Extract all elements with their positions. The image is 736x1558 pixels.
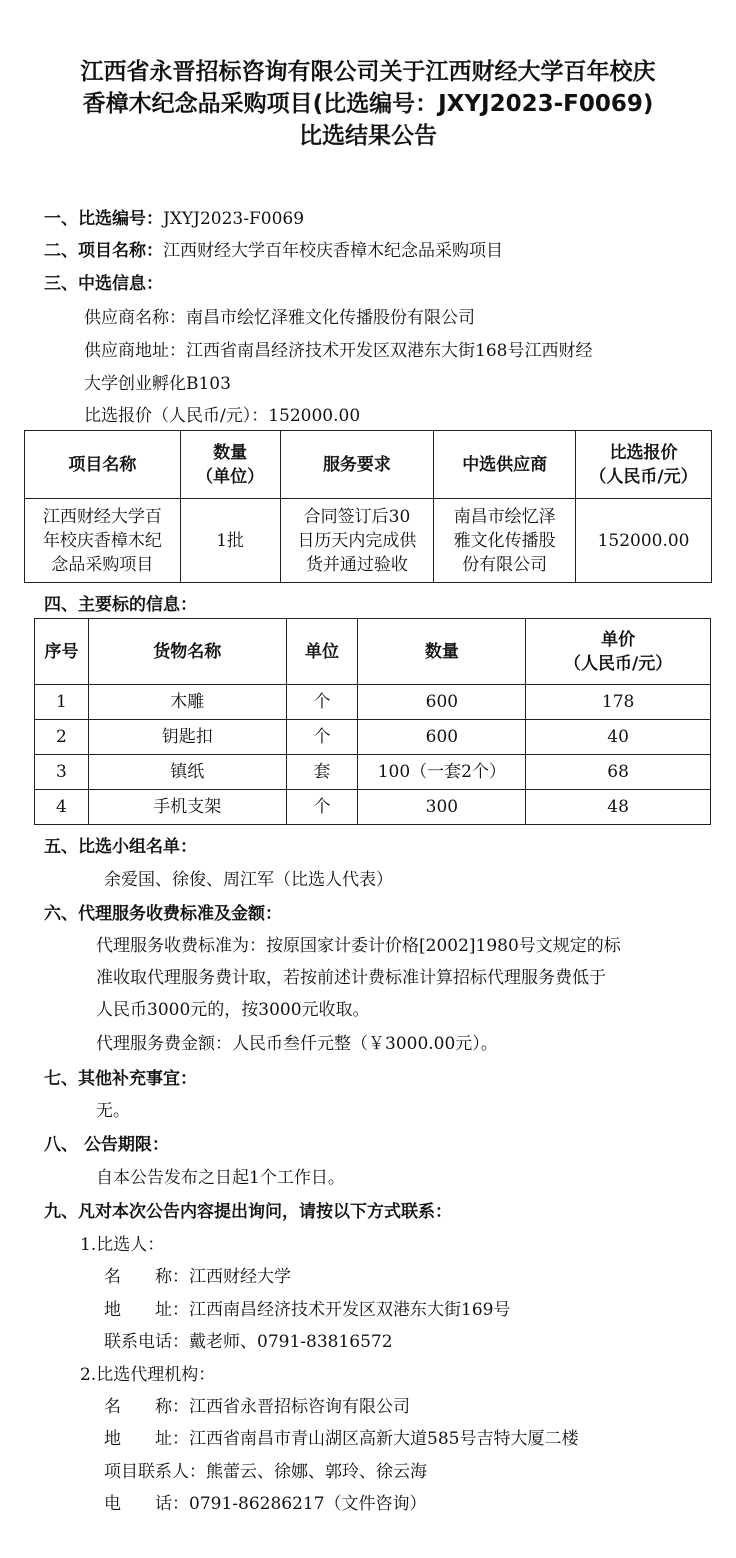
purchaser-address: 地 址：江西南昌经济技术开发区双港东大街169号 bbox=[104, 1300, 511, 1320]
cell-goods-name: 手机支架 bbox=[88, 790, 286, 825]
title-line-2: 香樟木纪念品采购项目(比选编号：JXYJ2023-F0069) bbox=[82, 91, 654, 117]
section-2 bbox=[44, 240, 503, 262]
supplier-address-line-2: 大学创业孵化B103 bbox=[84, 374, 231, 394]
cell-index: 3 bbox=[35, 755, 89, 790]
cell-index: 4 bbox=[35, 790, 89, 825]
table-row bbox=[35, 685, 711, 720]
notice-period: 自本公告发布之日起1个工作日。 bbox=[96, 1168, 345, 1188]
header-selected-supplier: 中选供应商 bbox=[434, 431, 576, 499]
cell-unit: 个 bbox=[286, 685, 358, 720]
header-index: 序号 bbox=[35, 619, 89, 685]
section-5-heading: 五、比选小组名单： bbox=[44, 837, 197, 857]
cell-unit: 个 bbox=[286, 790, 358, 825]
fee-standard-line-3: 人民币3000元的，按3000元收取。 bbox=[96, 1000, 370, 1020]
table-row bbox=[35, 755, 711, 790]
cell-goods-name: 钥匙扣 bbox=[88, 720, 286, 755]
title-line-1: 江西省永晋招标咨询有限公司关于江西财经大学百年校庆 bbox=[80, 59, 656, 85]
agency-contacts: 项目联系人：熊蕾云、徐娜、郭玲、徐云海 bbox=[104, 1462, 427, 1482]
supplier-name: 供应商名称：南昌市绘忆泽雅文化传播股份有限公司 bbox=[84, 308, 475, 328]
fee-standard-line-1: 代理服务收费标准为：按原国家计委计价格[2002]1980号文规定的标 bbox=[96, 936, 621, 956]
title-line-3: 比选结果公告 bbox=[299, 123, 437, 149]
section-2-heading: 二、项目名称： bbox=[44, 241, 163, 261]
header-unit-price: 单价 （人民币/元） bbox=[526, 619, 711, 685]
cell-index: 2 bbox=[35, 720, 89, 755]
supplier-address-line-1: 供应商地址：江西省南昌经济技术开发区双港东大街168号江西财经 bbox=[84, 341, 593, 361]
cell-index: 1 bbox=[35, 685, 89, 720]
cell-bid-price: 152000.00 bbox=[576, 499, 712, 583]
bid-price: 比选报价（人民币/元）：152000.00 bbox=[84, 406, 361, 426]
header-goods-name: 货物名称 bbox=[88, 619, 286, 685]
section-4-heading: 四、主要标的信息： bbox=[44, 595, 197, 615]
fee-amount: 代理服务费金额：人民币叁仟元整（￥3000.00元）。 bbox=[96, 1034, 498, 1054]
project-name: 江西财经大学百年校庆香樟木纪念品采购项目 bbox=[163, 241, 503, 261]
agency-title: 2.比选代理机构： bbox=[80, 1365, 216, 1385]
header-service-requirement: 服务要求 bbox=[280, 431, 434, 499]
header-project-name: 项目名称 bbox=[25, 431, 181, 499]
header-unit: 单位 bbox=[286, 619, 358, 685]
award-table bbox=[24, 430, 712, 583]
cell-qty: 300 bbox=[358, 790, 526, 825]
cell-unit: 个 bbox=[286, 720, 358, 755]
section-1-heading: 一、比选编号： bbox=[44, 209, 163, 229]
panel-members: 余爱国、徐俊、周江军（比选人代表） bbox=[104, 870, 393, 890]
agency-address: 地 址：江西省南昌市青山湖区高新大道585号吉特大厦二楼 bbox=[104, 1429, 579, 1449]
document-title bbox=[0, 56, 736, 152]
header-quantity: 数量 （单位） bbox=[180, 431, 280, 499]
header-qty: 数量 bbox=[358, 619, 526, 685]
cell-goods-name: 木雕 bbox=[88, 685, 286, 720]
cell-quantity: 1批 bbox=[180, 499, 280, 583]
bid-number: JXYJ2023-F0069 bbox=[163, 209, 305, 229]
agency-phone: 电 话：0791-86286217（文件咨询） bbox=[104, 1494, 427, 1514]
cell-qty: 100（一套2个） bbox=[358, 755, 526, 790]
cell-unit-price: 178 bbox=[526, 685, 711, 720]
section-7-heading: 七、其他补充事宜： bbox=[44, 1069, 197, 1089]
purchaser-name: 名 称：江西财经大学 bbox=[104, 1267, 291, 1287]
section-9-heading: 九、凡对本次公告内容提出询问，请按以下方式联系： bbox=[44, 1202, 452, 1222]
cell-unit-price: 48 bbox=[526, 790, 711, 825]
cell-goods-name: 镇纸 bbox=[88, 755, 286, 790]
purchaser-phone: 联系电话：戴老师、0791-83816572 bbox=[104, 1332, 393, 1352]
cell-project-name: 江西财经大学百 年校庆香樟木纪 念品采购项目 bbox=[25, 499, 181, 583]
award-table-header-row bbox=[25, 431, 712, 499]
cell-service-requirement: 合同签订后30 日历天内完成供 货并通过验收 bbox=[280, 499, 434, 583]
purchaser-title: 1.比选人： bbox=[80, 1235, 165, 1255]
section-8-heading: 八、 公告期限： bbox=[44, 1135, 169, 1155]
award-table-row bbox=[25, 499, 712, 583]
cell-selected-supplier: 南昌市绘忆泽 雅文化传播股 份有限公司 bbox=[434, 499, 576, 583]
fee-standard-line-2: 准收取代理服务费计取，若按前述计费标准计算招标代理服务费低于 bbox=[96, 968, 606, 988]
table-row bbox=[35, 790, 711, 825]
cell-unit-price: 68 bbox=[526, 755, 711, 790]
section-3-heading: 三、中选信息： bbox=[44, 274, 163, 294]
header-bid-price: 比选报价 （人民币/元） bbox=[576, 431, 712, 499]
other-matters: 无。 bbox=[96, 1101, 130, 1121]
agency-name: 名 称：江西省永晋招标咨询有限公司 bbox=[104, 1397, 410, 1417]
table-row bbox=[35, 720, 711, 755]
cell-qty: 600 bbox=[358, 685, 526, 720]
section-6-heading: 六、代理服务收费标准及金额： bbox=[44, 904, 282, 924]
items-table bbox=[34, 618, 711, 825]
items-table-header-row bbox=[35, 619, 711, 685]
cell-unit-price: 40 bbox=[526, 720, 711, 755]
cell-unit: 套 bbox=[286, 755, 358, 790]
section-1 bbox=[44, 208, 304, 230]
cell-qty: 600 bbox=[358, 720, 526, 755]
